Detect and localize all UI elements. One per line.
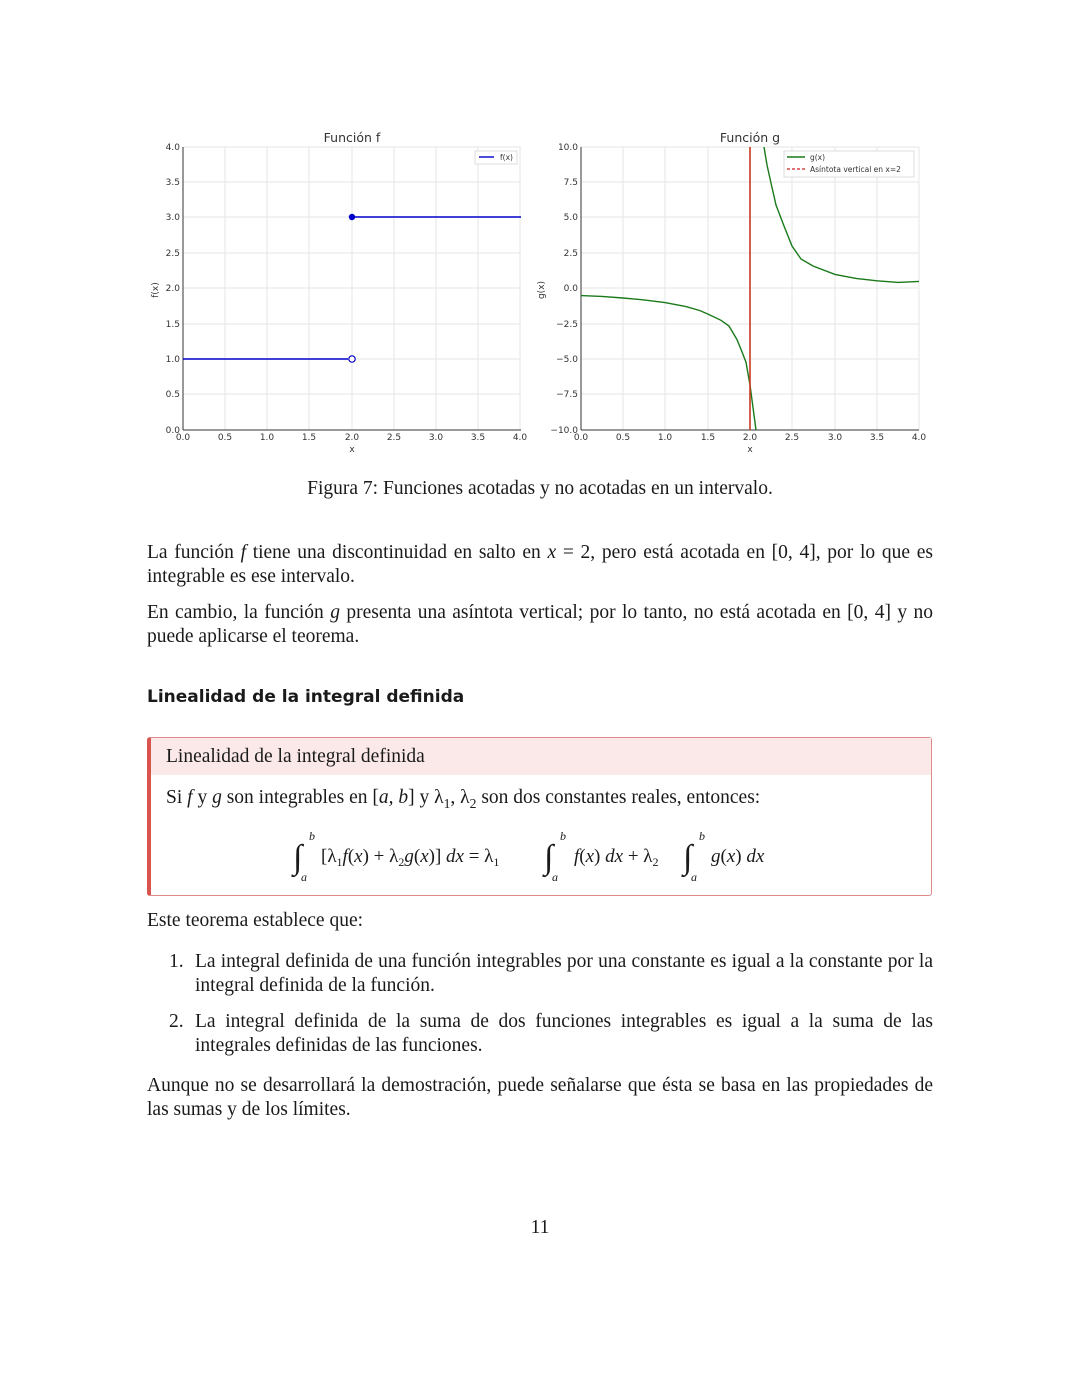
svg-text:−5.0: −5.0	[556, 355, 578, 365]
svg-text:a: a	[552, 870, 558, 884]
svg-text:10.0: 10.0	[557, 143, 578, 153]
svg-text:0.5: 0.5	[615, 433, 631, 443]
svg-text:b: b	[699, 829, 705, 843]
svg-text:∫: ∫	[683, 839, 693, 876]
paragraph-closing: Aunque no se desarrollará la demostración, puede señalarse que ésta se basa en las propiedades de las sumas y de los límites.	[147, 1075, 933, 1120]
svg-text:b: b	[560, 829, 566, 843]
svg-text:a: a	[691, 870, 697, 884]
svg-text:2.5: 2.5	[563, 249, 578, 259]
linearity-formula	[151, 826, 931, 886]
list-item: 1. La integral definida de una función integrables por una constante es igual a la constante por la integral definida de la función.	[169, 951, 933, 996]
x-axis-label: x	[349, 445, 355, 455]
svg-text:2.5: 2.5	[784, 433, 800, 443]
svg-text:∫: ∫	[544, 839, 554, 876]
svg-text:0.0: 0.0	[165, 426, 180, 436]
y-tick-labels	[166, 143, 181, 436]
theorem-consequences-list	[147, 950, 933, 1070]
closed-point-marker	[349, 214, 355, 220]
svg-text:7.5: 7.5	[563, 178, 578, 188]
theorem-statement: Si f y g son integrables en [a, b] y $\lambda_1$, $\lambda_2$ son dos constantes reales, entonces:	[166, 787, 761, 811]
svg-text:2.0: 2.0	[344, 433, 360, 443]
svg-text:−10.0: −10.0	[550, 426, 578, 436]
svg-text:3.0: 3.0	[428, 433, 444, 443]
legend	[784, 151, 914, 177]
grid	[183, 147, 521, 430]
svg-text:b: b	[309, 829, 315, 843]
svg-text:−7.5: −7.5	[556, 390, 578, 400]
paragraph-intro-list: Este teorema establece que:	[147, 910, 364, 931]
list-item: 2. La integral definida de la suma de dos funciones integrables es igual a la suma de las integrales definidas de las funciones.	[169, 1011, 933, 1056]
x-tick-labels	[574, 433, 927, 443]
svg-text:0.0: 0.0	[573, 433, 589, 443]
figure-7	[140, 125, 940, 465]
svg-text:4.0: 4.0	[512, 433, 528, 443]
open-point-marker	[349, 356, 355, 362]
y-axis-label: f(x)	[151, 282, 161, 298]
svg-text:[λ1f(x) + λ2g(x)] dx = λ1: $[\lambda_1f(x) + \lambda_2g(x)]$ dx = $\lambda_1$	[321, 846, 500, 869]
svg-text:3.5: 3.5	[470, 433, 486, 443]
svg-text:3.0: 3.0	[827, 433, 843, 443]
theorem-box	[147, 737, 932, 896]
svg-text:1.0: 1.0	[657, 433, 673, 443]
svg-text:3.5: 3.5	[869, 433, 885, 443]
chart-funcion-f	[140, 125, 540, 465]
page-number: 11	[530, 1217, 550, 1238]
chart-funcion-g	[530, 125, 930, 465]
svg-text:2.5: 2.5	[386, 433, 402, 443]
chart-title: Función g	[719, 130, 781, 145]
svg-text:f(x) dx + λ2: f(x) dx + $\lambda_2$	[574, 846, 659, 869]
section-heading: Linealidad de la integral definida	[147, 687, 465, 707]
svg-text:0.5: 0.5	[217, 433, 233, 443]
svg-text:g(x): g(x)	[810, 153, 826, 162]
svg-text:1.0: 1.0	[259, 433, 275, 443]
svg-text:∫: ∫	[293, 839, 303, 876]
svg-text:5.0: 5.0	[563, 213, 578, 223]
svg-text:0.5: 0.5	[165, 390, 180, 400]
paragraph-funcion-f: La función f tiene una discontinuidad en salto en x = 2, pero está acotada en [0, 4], por lo que es integrable es ese intervalo.	[147, 542, 934, 587]
y-axis-label: g(x)	[537, 280, 547, 300]
svg-text:0.0: 0.0	[175, 433, 191, 443]
svg-text:1.5: 1.5	[301, 433, 317, 443]
svg-text:a: a	[301, 870, 307, 884]
series-g-left	[581, 296, 756, 430]
svg-text:−2.5: −2.5	[556, 320, 578, 330]
svg-text:Asíntota vertical en x=2: Asíntota vertical en x=2	[810, 165, 901, 174]
y-tick-labels	[550, 143, 578, 436]
paragraph-funcion-g: En cambio, la función g presenta una asíntota vertical; por lo tanto, no está acotada en [0, 4] y no puede aplicarse el teorema.	[147, 602, 933, 647]
svg-text:2.0: 2.0	[742, 433, 758, 443]
svg-text:1.0: 1.0	[165, 355, 180, 365]
svg-text:1.5: 1.5	[700, 433, 716, 443]
svg-text:0.0: 0.0	[563, 284, 578, 294]
svg-text:4.0: 4.0	[911, 433, 927, 443]
chart-title: Función f	[323, 130, 381, 145]
svg-text:3.0: 3.0	[165, 213, 180, 223]
svg-text:2.5: 2.5	[165, 249, 180, 259]
svg-text:4.0: 4.0	[165, 143, 180, 153]
svg-text:f(x): f(x)	[500, 153, 513, 162]
svg-text:g(x) dx: g(x) dx	[711, 846, 765, 867]
x-tick-labels	[176, 433, 528, 443]
svg-text:1.5: 1.5	[165, 320, 180, 330]
figure-caption: Figura 7: Funciones acotadas y no acotadas en un intervalo.	[307, 478, 773, 499]
theorem-title: Linealidad de la integral definida	[151, 738, 931, 775]
legend	[475, 151, 517, 164]
svg-text:2.0: 2.0	[165, 284, 180, 294]
svg-text:3.5: 3.5	[165, 178, 180, 188]
x-axis-label: x	[747, 445, 753, 455]
